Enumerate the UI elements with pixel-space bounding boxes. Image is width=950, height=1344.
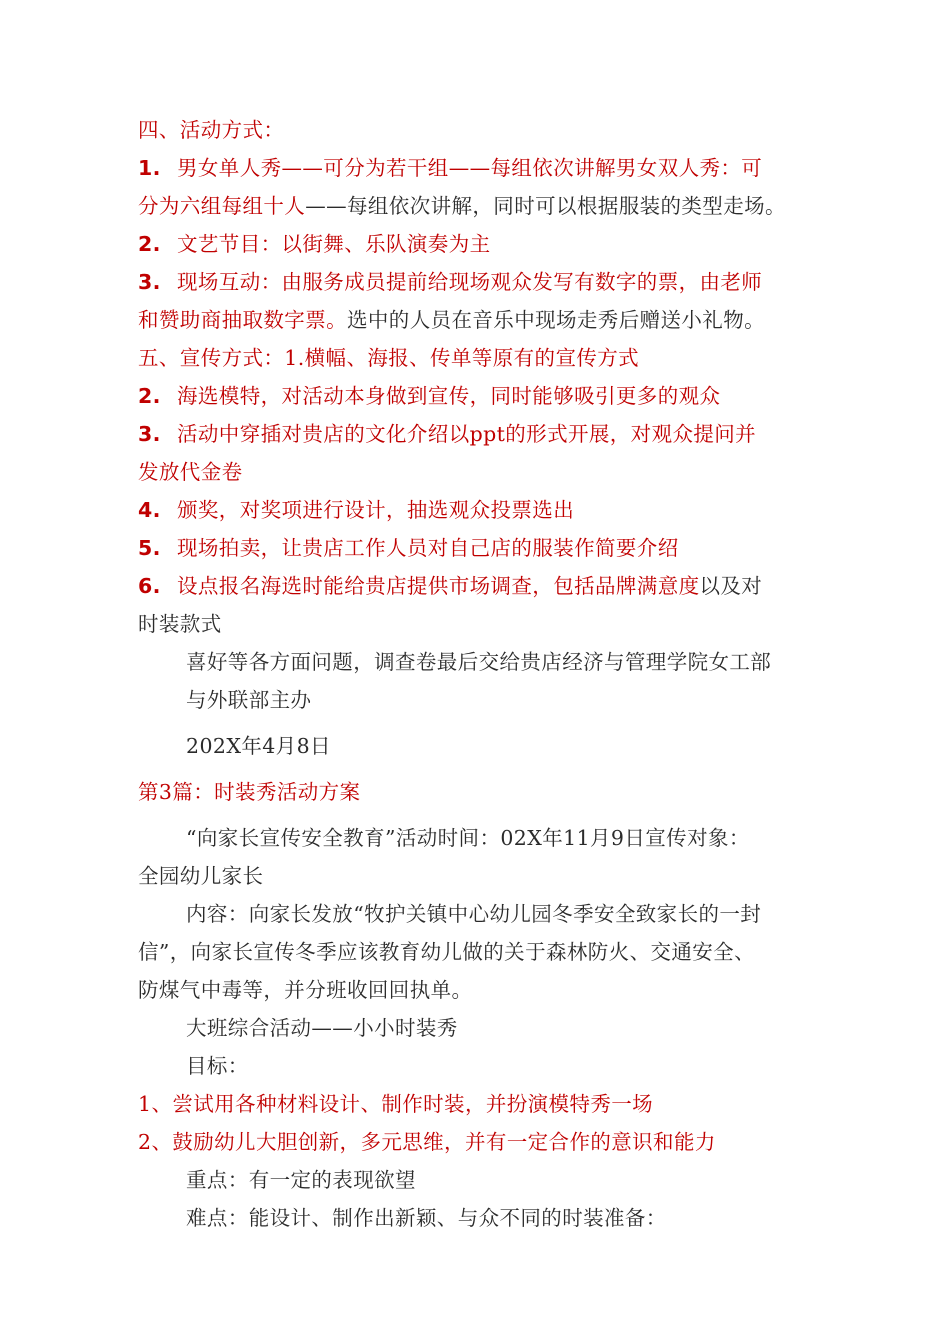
list-text: 海选模特，对活动本身做到宣传，同时能够吸引更多的观众 <box>177 384 721 408</box>
list-text: 男女单人秀——可分为若干组——每组依次讲解男女双人秀：可 <box>177 156 763 180</box>
body-line: 全园幼儿家长 <box>138 864 264 888</box>
list-item <box>138 491 828 529</box>
body-line: 喜好等各方面问题，调查卷最后交给贵店经济与管理学院女工部 <box>186 650 772 674</box>
body-line: 内容：向家长发放“牧护关镇中心幼儿园冬季安全致家长的一封 <box>186 902 762 926</box>
list-text: 现场拍卖，让贵店工作人员对自己店的服装作简要介绍 <box>177 536 679 560</box>
list-text: 颁奖，对奖项进行设计，抽选观众投票选出 <box>177 498 575 522</box>
list-item <box>138 415 828 453</box>
goal-item: 1、尝试用各种材料设计、制作时装，并扮演模特秀一场 <box>138 1092 654 1116</box>
body-line: 重点：有一定的表现欲望 <box>186 1168 416 1192</box>
goal-item: 2、鼓励幼儿大胆创新，多元思维，并有一定合作的意识和能力 <box>138 1130 716 1154</box>
body-text: ——每组依次讲解，同时可以根据服装的类型走场。 <box>305 194 786 218</box>
body-line: 大班综合活动——小小时装秀 <box>186 1016 458 1040</box>
list-item <box>138 263 828 301</box>
list-number: 3. <box>138 270 161 294</box>
list-text: 活动中穿插对贵店的文化介绍以ppt的形式开展，对观众提问并 <box>177 422 757 446</box>
date-line: 202X年4月8日 <box>186 734 331 758</box>
section-heading-publicity: 五、宣传方式：1.横幅、海报、传单等原有的宣传方式 <box>138 346 640 370</box>
list-item-continuation: 发放代金卷 <box>138 460 243 484</box>
body-line: 与外联部主办 <box>186 688 312 712</box>
list-number: 2. <box>138 232 161 256</box>
body-line: “向家长宣传安全教育”活动时间：02X年11月9日宣传对象： <box>186 826 750 850</box>
list-number: 3. <box>138 422 161 446</box>
chapter-title: 第3篇：时装秀活动方案 <box>138 780 361 804</box>
list-item <box>138 225 828 263</box>
body-line: 时装款式 <box>138 612 222 636</box>
list-item <box>138 567 828 605</box>
body-text: 选中的人员在音乐中现场走秀后赠送小礼物。 <box>347 308 765 332</box>
list-item-continuation <box>138 187 828 225</box>
body-text: 以及对 <box>699 574 763 598</box>
list-number: 5. <box>138 536 161 560</box>
list-number: 4. <box>138 498 161 522</box>
list-text: 现场互动：由服务成员提前给现场观众发写有数字的票，由老师 <box>177 270 763 294</box>
body-line: 信”，向家长宣传冬季应该教育幼儿做的关于森林防火、交通安全、 <box>138 940 755 964</box>
section-heading-activity-method: 四、活动方式： <box>138 118 285 142</box>
body-line: 目标： <box>186 1054 249 1078</box>
list-item-continuation <box>138 301 828 339</box>
list-number: 2. <box>138 384 161 408</box>
body-line: 难点：能设计、制作出新颖、与众不同的时装准备： <box>186 1206 667 1230</box>
red-text: 分为六组每组十人 <box>138 194 306 218</box>
list-item <box>138 149 828 187</box>
red-text: 和赞助商抽取数字票。 <box>138 308 347 332</box>
list-number: 6. <box>138 574 161 598</box>
body-line: 防煤气中毒等，并分班收回回执单。 <box>138 978 473 1002</box>
list-item <box>138 529 828 567</box>
document-body <box>138 111 828 1237</box>
red-text: 设点报名海选时能给贵店提供市场调查，包括品牌满意度 <box>177 574 700 598</box>
list-number: 1. <box>138 156 161 180</box>
list-item <box>138 377 828 415</box>
list-text: 文艺节目：以街舞、乐队演奏为主 <box>177 232 491 256</box>
